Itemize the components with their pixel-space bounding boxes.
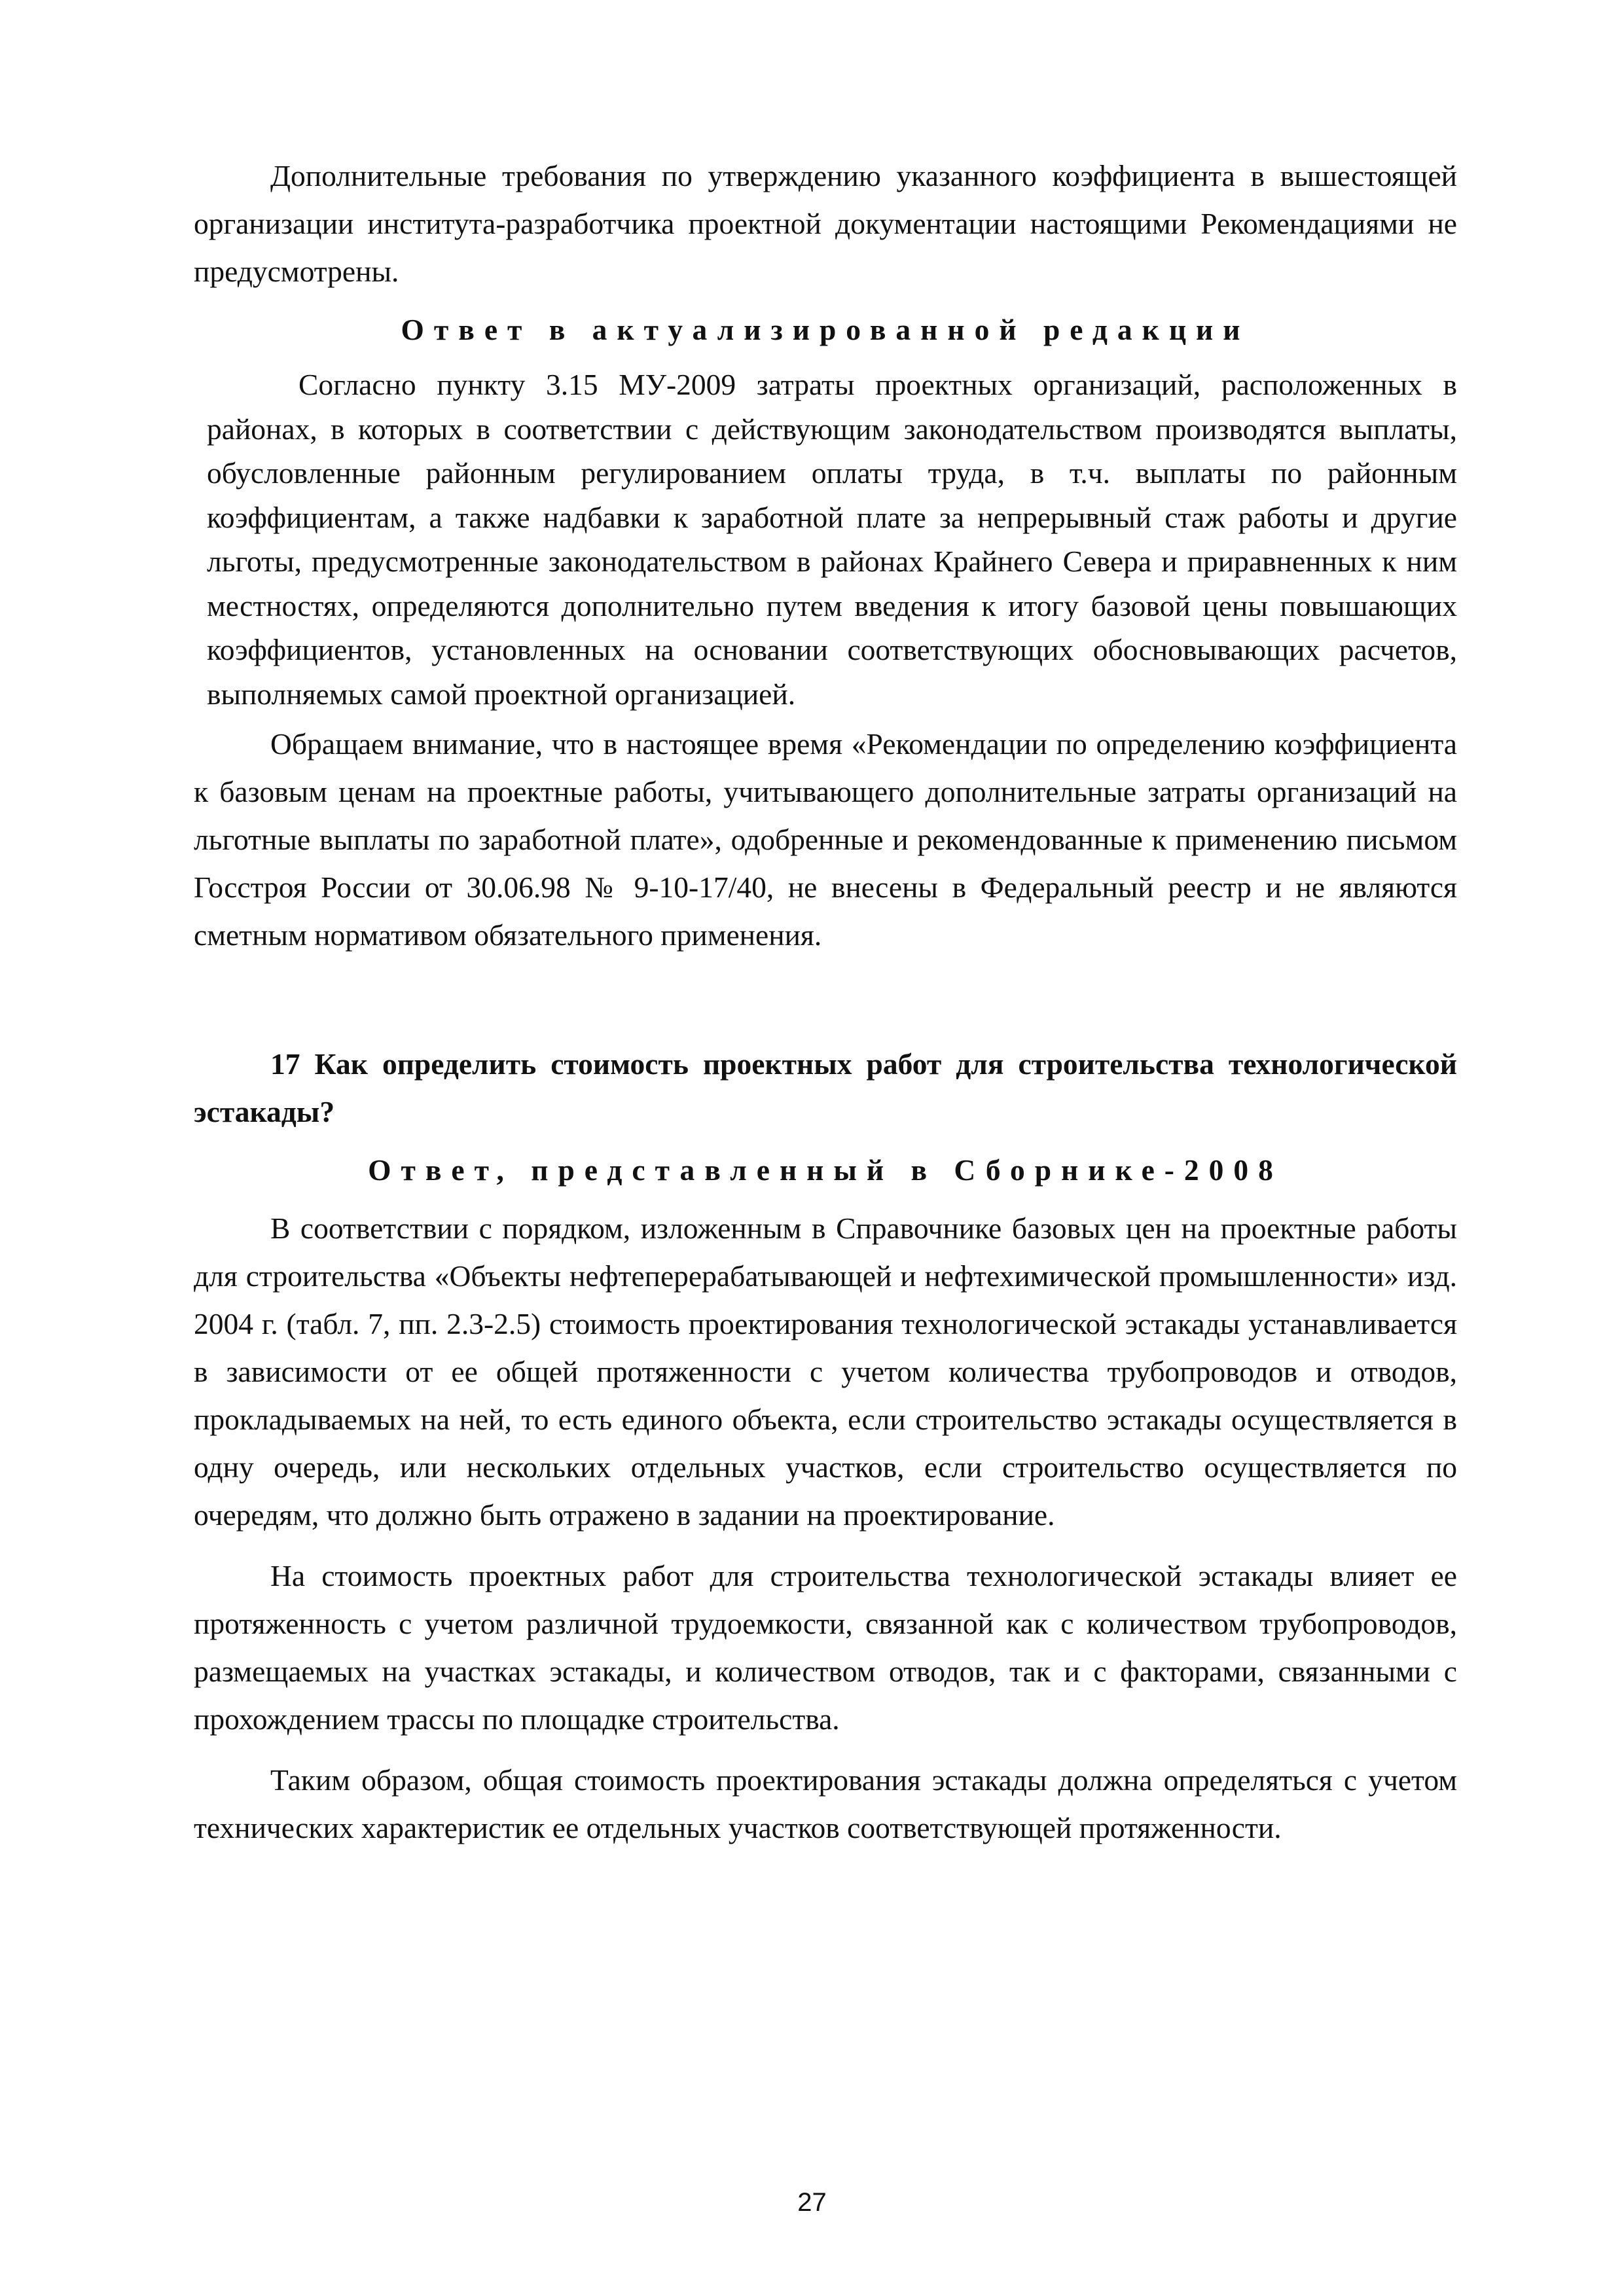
answer-2008-paragraph-1: В соответствии с порядком, изложенным в Справочнике базовых цен на проектные работы для строительства «Объекты нефтеперерабатывающей и нефтехимической промышленности» изд. 2004 г. (табл. 7, пп. 2.3-2.5) стоимость проектирования технологической эстакады устанавливается в зависимости от ее общей протяженности с учетом количества трубопроводов и отводов, прокладываемых на ней, то есть единого объекта, если строительство эстакады осуществляется в одну очередь, или нескольких отдельных участков, если строительство осуществляется по очередям, что должно быть отражено в задании на проектирование.	[194, 1211, 1457, 1532]
updated-answer-paragraph-1: Согласно пункту 3.15 МУ-2009 затраты проектных организаций, расположенных в районах, в которых в соответствии с действующим законодательством производятся выплаты, обусловленные районным регулированием оплаты труда, в т.ч. выплаты по районным коэффициентам, а также надбавки к заработной плате за непрерывный стаж работы и другие льготы, предусмотренные законодательством в районах Крайнего Севера и приравненных к ним местностях, определяются дополнительно путем введения к итогу базовой цены повышающих коэффициентов, установленных на основании соответствующих обосновывающих расчетов, выполняемых самой проектной организацией.	[207, 368, 1457, 711]
document-page	[194, 152, 1457, 1852]
heading-answer-2008: Ответ, представленный в Сборнике-2008	[368, 1153, 1283, 1187]
updated-answer-paragraph-2: Обращаем внимание, что в настоящее время «Рекомендации по определению коэффициента к базовым ценам на проектные работы, учитывающего дополнительные затраты организаций на льготные выплаты по заработной плате», одобренные и рекомендованные к применению письмом Госстроя России от 30.06.98 № 9-10-17/40, не внесены в Федеральный реестр и не являются сметным нормативом обязательного применения.	[194, 727, 1457, 952]
heading-updated-answer: Ответ в актуализированной редакции	[401, 313, 1250, 346]
question-17-heading: 17 Как определить стоимость проектных работ для строительства технологической эстакады?	[194, 1047, 1457, 1128]
page-number: 27	[797, 2188, 827, 2217]
answer-2008-paragraph-3: Таким образом, общая стоимость проектирования эстакады должна определяться с учетом технических характеристик ее отдельных участков соответствующей протяженности.	[194, 1763, 1457, 1844]
answer-2008-paragraph-2: На стоимость проектных работ для строительства технологической эстакады влияет ее протяженность с учетом различной трудоемкости, связанной как с количеством трубопроводов, размещаемых на участках эстакады, и количеством отводов, так и с факторами, связанными с прохождением трассы по площадке строительства.	[194, 1559, 1457, 1736]
intro-paragraph: Дополнительные требования по утверждению указанного коэффициента в вышестоящей организации института-разработчика проектной документации настоящими Рекомендациями не предусмотрены.	[194, 159, 1457, 288]
